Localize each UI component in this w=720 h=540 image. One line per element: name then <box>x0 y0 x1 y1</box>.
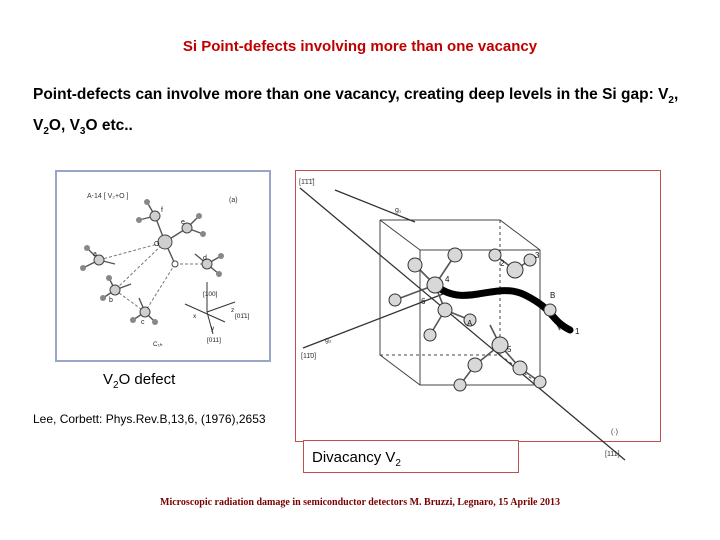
fig-panel-label: (a) <box>229 197 238 204</box>
bond-label-b: B <box>550 291 556 300</box>
axis-z-label: z <box>231 307 235 314</box>
intro-line1: Point-defects can involve more than one vacancy, creating deep levels in the Si gap: $V_2$, <box>33 86 679 107</box>
atom-label-f: f <box>161 207 163 214</box>
axis-011bar-label: [01̄1] <box>235 313 250 320</box>
fig-header: A-14 [ V₂+O ] <box>87 193 129 200</box>
atom-label-3: 3 <box>535 251 540 260</box>
axis-100-label: [100] <box>203 291 218 298</box>
atom-label-b: b <box>109 297 113 304</box>
dir-bottom-label: [111] <box>605 451 620 458</box>
atom-label-d: d <box>203 255 207 262</box>
axis-011-label: [011] <box>207 337 221 344</box>
atom-label-5: 5 <box>507 345 512 354</box>
atom-label-e: e <box>181 219 185 226</box>
atom-label-o: O <box>154 241 160 248</box>
reference-text: Lee, Corbett: Phys.Rev.B,13,6, (1976),2653 <box>33 412 266 426</box>
atom-label-1: 1 <box>575 327 580 336</box>
atom-label-c: c <box>141 319 145 326</box>
divacancy-diagram <box>295 170 659 458</box>
axis-x-label: x <box>193 313 197 320</box>
beam-t-label: (·) <box>611 429 618 436</box>
v2o-caption: $V_2O$ defect <box>103 371 176 391</box>
beam-g2-label: g₂ <box>325 337 332 344</box>
divacancy-figure <box>295 170 620 470</box>
slide-footer: Microscopic radiation damage in semiconductor detectors M. Bruzzi, Legnaro, 15 Aprile 2013 <box>160 497 560 508</box>
symmetry-label: C₁ₕ <box>153 341 163 348</box>
intro-text <box>33 82 713 144</box>
atom-label-4: 4 <box>445 275 450 284</box>
atom-label-a: a <box>93 251 97 258</box>
atom-label-6: 6 <box>421 297 426 306</box>
v2o-defect-figure <box>55 170 271 362</box>
beam-g1-label: g₁ <box>395 207 402 214</box>
dir-side-label: [11̄0] <box>301 353 317 360</box>
intro-line2: $V_2O$, $V_3O$ etc.. <box>33 117 133 138</box>
v2o-defect-diagram <box>57 172 269 360</box>
slide-title: Si Point-defects involving more than one vacancy <box>182 38 538 55</box>
dir-top-label: [1̄1̄1̄] <box>299 179 315 186</box>
axis-y-label: y <box>211 325 215 332</box>
atom-label-2: 2 <box>500 259 505 268</box>
bond-label-a: A <box>467 319 473 328</box>
divacancy-caption: Divacancy $V_2$ <box>303 440 519 473</box>
